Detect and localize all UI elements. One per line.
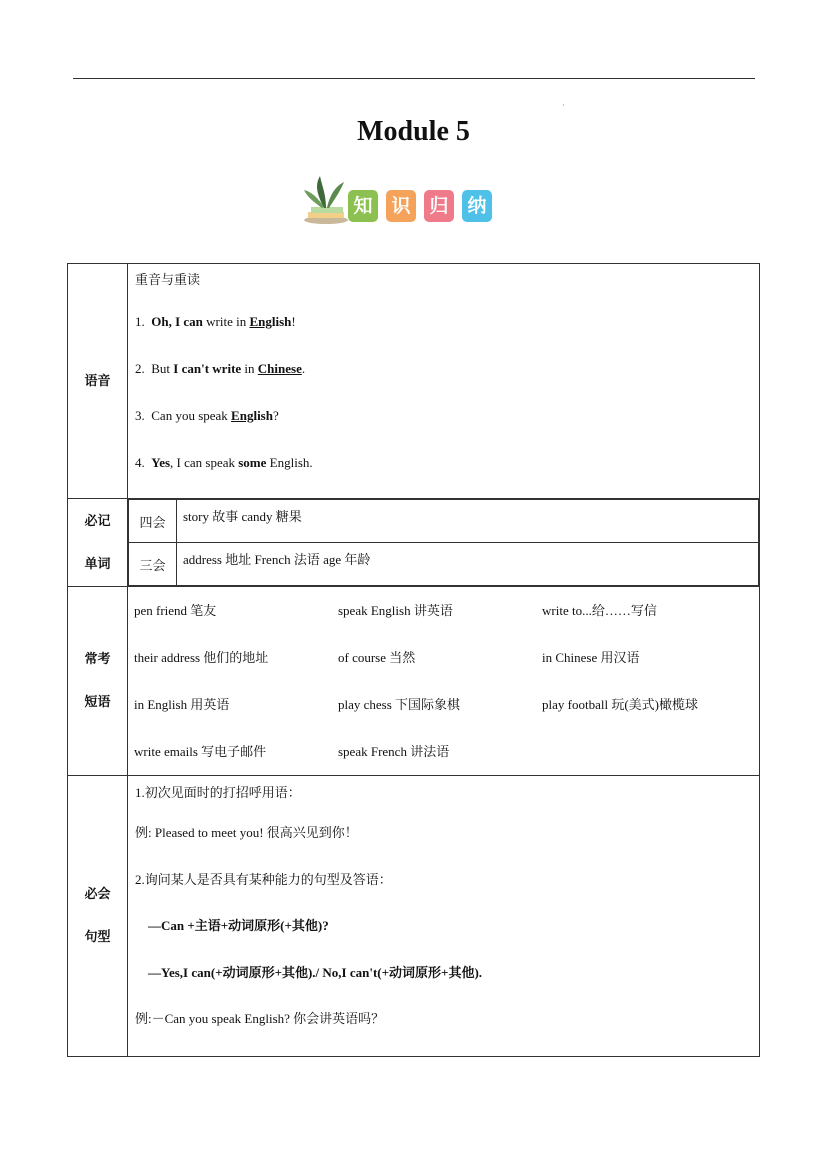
phrase-item: write to...给……写信 bbox=[542, 603, 657, 618]
pronunciation-heading: 重音与重读 bbox=[135, 273, 201, 288]
badge-tile-3: 归 bbox=[424, 190, 454, 222]
sentence-line: 2.询问某人是否具有某种能力的句型及答语： bbox=[135, 871, 392, 887]
vocab-label: 必记 单词 bbox=[68, 499, 128, 587]
sentence-line: 例:－Can you speak English? 你会讲英语吗？ bbox=[135, 1011, 385, 1026]
pron-line-1: 1. Oh, I can write in English! bbox=[135, 314, 296, 329]
phrase-item: play chess 下国际象棋 bbox=[338, 697, 461, 712]
header-dot: · bbox=[562, 101, 565, 110]
vocab-row bbox=[68, 499, 760, 587]
phrase-item: of course 当然 bbox=[338, 650, 416, 665]
vocab-level-2: 三会 bbox=[129, 543, 177, 586]
pron-line-3: 3. Can you speak English? bbox=[135, 408, 279, 423]
phrase-item: speak English 讲英语 bbox=[338, 603, 453, 618]
phrases-row bbox=[68, 587, 760, 776]
header-rule bbox=[73, 78, 755, 79]
sentence-line: 1.初次见面时的打招呼用语： bbox=[135, 785, 301, 800]
pronunciation-content bbox=[128, 264, 760, 499]
phrase-item: pen friend 笔友 bbox=[134, 603, 217, 618]
phrase-row-1 bbox=[128, 587, 759, 634]
pron-line-4: 4. Yes, I can speak some English. bbox=[135, 455, 313, 470]
phrase-item: write emails 写电子邮件 bbox=[134, 744, 267, 759]
sentences-label: 必会 句型 bbox=[68, 776, 128, 1057]
knowledge-summary-badge bbox=[300, 172, 500, 228]
phrase-item: in English 用英语 bbox=[134, 697, 230, 712]
vocab-level-1: 四会 bbox=[129, 500, 177, 543]
sentences-row bbox=[68, 776, 760, 1057]
phrases-content bbox=[128, 587, 760, 776]
sentence-line: —Yes,I can(+动词原形+其他)./ No,I can't(+动词原形+其他). bbox=[148, 964, 483, 980]
phrase-item: play football 玩(美式)橄榄球 bbox=[542, 697, 698, 712]
phrase-item: in Chinese 用汉语 bbox=[542, 650, 640, 665]
sentences-content bbox=[128, 776, 760, 1057]
phrase-row-4 bbox=[128, 728, 759, 775]
phrases-label: 常考 短语 bbox=[68, 587, 128, 776]
phrase-row-3 bbox=[128, 681, 759, 728]
phrase-row-2 bbox=[128, 634, 759, 681]
summary-table bbox=[67, 263, 760, 1057]
sentence-line: —Can +主语+动词原形(+其他)? bbox=[148, 918, 329, 933]
phrase-item: speak French 讲法语 bbox=[338, 744, 450, 759]
sentence-line: 例: Pleased to meet you! 很高兴见到你！ bbox=[135, 825, 358, 840]
pronunciation-label: 语音 bbox=[68, 264, 128, 499]
vocab-words-1: story 故事 candy 糖果 bbox=[177, 500, 759, 543]
pronunciation-row bbox=[68, 264, 760, 499]
plant-book-icon bbox=[300, 172, 350, 228]
pron-line-2: 2. But I can't write in Chinese. bbox=[135, 361, 306, 376]
phrase-item: their address 他们的地址 bbox=[134, 650, 269, 665]
page-title: Module 5 bbox=[357, 116, 470, 147]
vocab-content bbox=[128, 499, 760, 587]
badge-tile-1: 知 bbox=[348, 190, 378, 222]
vocab-table bbox=[128, 499, 759, 586]
badge-tile-4: 纳 bbox=[462, 190, 492, 222]
vocab-words-2: address 地址 French 法语 age 年龄 bbox=[177, 543, 759, 586]
badge-tile-2: 识 bbox=[386, 190, 416, 222]
